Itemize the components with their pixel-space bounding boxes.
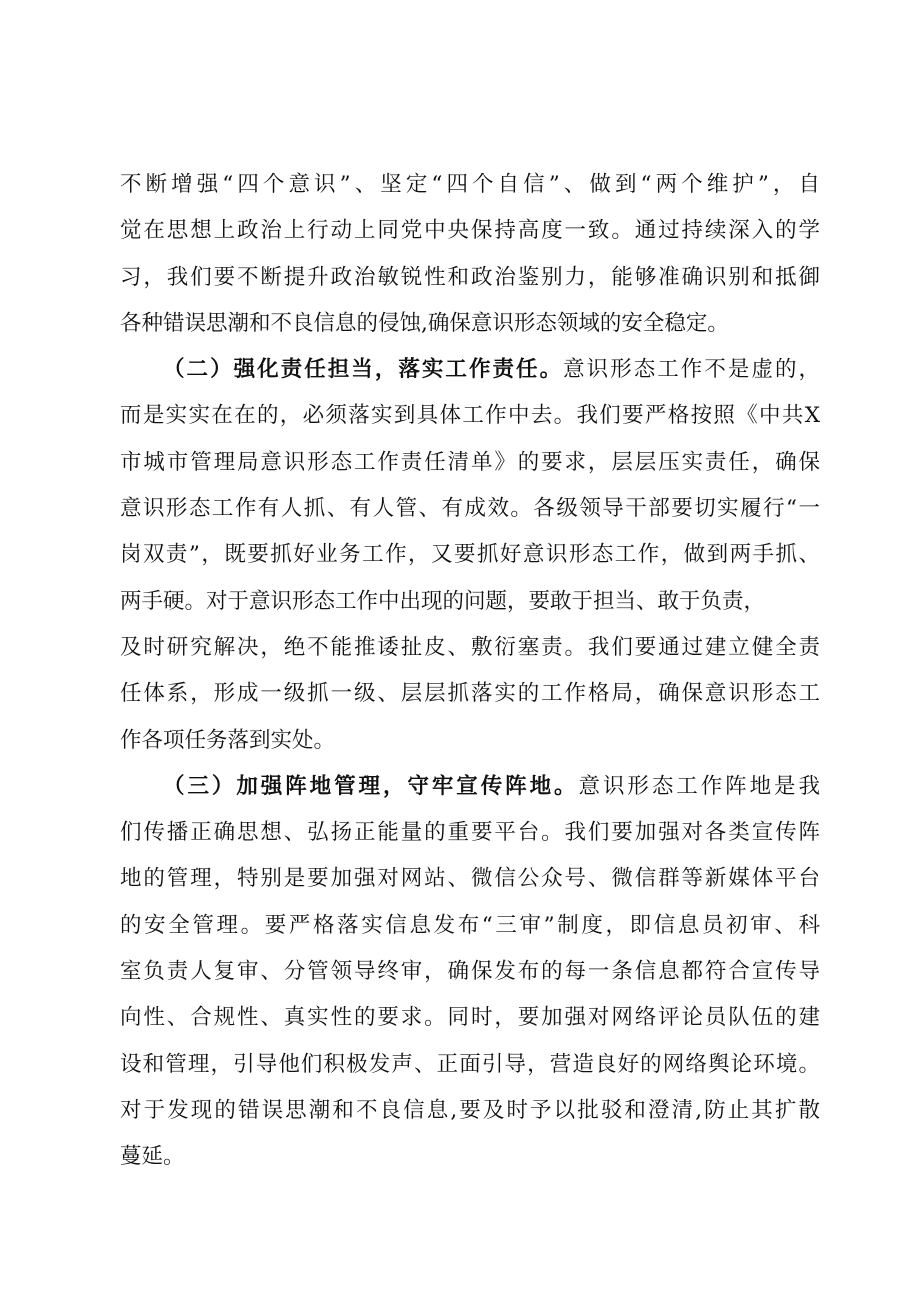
paragraph-2-line-3: 市城市管理局意识形态工作责任清单》的要求，层层压实责任，确保 xyxy=(120,449,820,475)
paragraph-2-line-6: 两手硬。对于意识形态工作中出现的问题，要敢于担当、敢于负责， xyxy=(120,588,766,614)
paragraph-3-line-2: 们传播正确思想、弘扬正能量的重要平台。我们要加强对各类宣传阵 xyxy=(120,820,820,846)
paragraph-1-line-3: 习，我们要不断提升政治敏锐性和政治鉴别力，能够准确识别和抵御 xyxy=(120,264,820,290)
paragraph-2-line-7: 及时研究解决，绝不能推诿扯皮、敷衍塞责。我们要通过建立健全责 xyxy=(120,634,820,660)
paragraph-2-line-8: 任体系，形成一级抓一级、层层抓落实的工作格局，确保意识形态工 xyxy=(120,681,820,707)
paragraph-2-line-2: 而是实实在在的，必须落实到具体工作中去。我们要严格按照《中共X xyxy=(120,403,820,429)
paragraph-2-first-line-rest: 意识形态工作不是虚的， xyxy=(563,357,820,383)
paragraph-1-line-4: 各种错误思潮和不良信息的侵蚀,确保意识形态领域的安全稳定。 xyxy=(120,310,729,336)
paragraph-2-line-9: 作各项任务落到实处。 xyxy=(120,727,336,753)
paragraph-3-line-9: 蔓延。 xyxy=(120,1144,185,1170)
paragraph-1-line-1: 不断增强“四个意识”、坚定“四个自信”、做到“两个维护”，自 xyxy=(120,172,820,197)
paragraph-2-line-4: 意识形态工作有人抓、有人管、有成效。各级领导干部要切实履行“一 xyxy=(120,496,820,522)
paragraph-3-line-5: 室负责人复审、分管领导终审，确保发布的每一条信息都符合宣传导 xyxy=(120,959,820,985)
paragraph-2-heading: （二）强化责任担当，落实工作责任。 xyxy=(163,357,564,383)
paragraph-3-line-8: 对于发现的错误思潮和不良信息,要及时予以批驳和澄清,防止其扩散 xyxy=(120,1097,820,1123)
paragraph-3-line-7: 设和管理，引导他们积极发声、正面引导，营造良好的网络舆论环境。 xyxy=(120,1051,820,1077)
paragraph-3-first-line xyxy=(120,764,820,810)
paragraph-3-heading: （三）加强阵地管理，守牢宣传阵地。 xyxy=(163,773,579,799)
paragraph-2-first-line xyxy=(120,347,820,393)
paragraph-3-line-3: 地的管理，特别是要加强对网站、微信公众号、微信群等新媒体平台 xyxy=(120,866,820,892)
paragraph-1-line-2: 觉在思想上政治上行动上同党中央保持高度一致。通过持续深入的学 xyxy=(120,218,820,244)
paragraph-3-line-4: 的安全管理。要严格落实信息发布“三审”制度，即信息员初审、科 xyxy=(120,912,820,938)
paragraph-2-line-5: 岗双责”，既要抓好业务工作，又要抓好意识形态工作，做到两手抓、 xyxy=(120,542,820,568)
paragraph-3-line-6: 向性、合规性、真实性的要求。同时，要加强对网络评论员队伍的建 xyxy=(120,1005,820,1031)
document-body xyxy=(120,162,820,1181)
paragraph-3-first-line-rest: 意识形态工作阵地是我 xyxy=(578,773,820,799)
